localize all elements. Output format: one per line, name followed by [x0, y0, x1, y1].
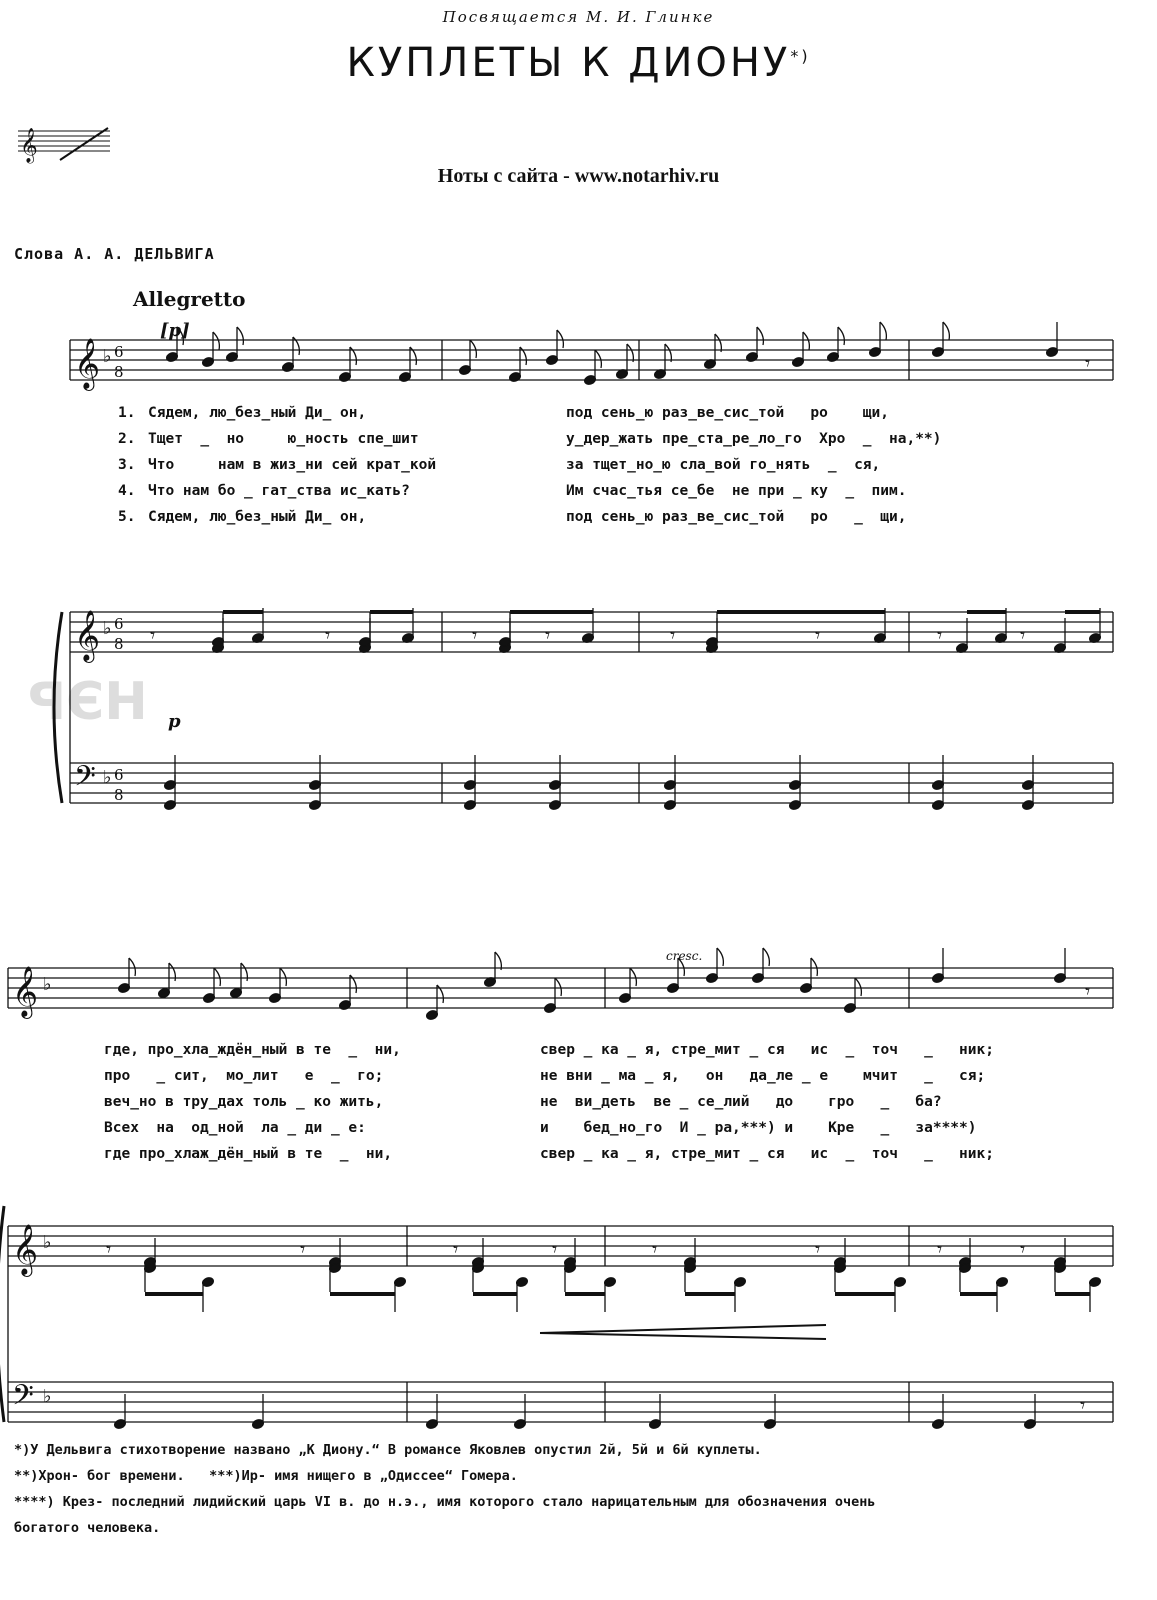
lyric-line-part-a: где про_хлаж_дён_ный в те _ ни, [104, 1146, 393, 1162]
footnote-1: *)У Дельвига стихотворение названо „К Диону.“ В романсе Яковлев опустил 2й, 5й и 6й куплеты. [14, 1442, 762, 1458]
footnote-3: ****) Крез- последний лидийский царь VI в. до н.э., имя которого стало нарицательным для обозначения очень [14, 1494, 876, 1510]
key-flat: ♭ [103, 767, 112, 788]
piano-brace [54, 612, 62, 803]
eighth-rest: 𝄾 [472, 623, 478, 647]
eighth-rest: 𝄾 [815, 1237, 821, 1261]
svg-text:𝄞: 𝄞 [20, 128, 38, 163]
note-flag [557, 330, 563, 348]
eighth-rest: 𝄾 [150, 623, 156, 647]
lyric-line-part-a: Тщет _ но ю_ность спе_шит [148, 431, 419, 447]
eighth-rest: 𝄾 [937, 1237, 943, 1261]
verse-number: 2. [118, 431, 136, 447]
note-flag [280, 968, 286, 986]
cresc-hairpin-top [540, 1325, 826, 1333]
key-flat: ♭ [103, 618, 112, 639]
note-flag [880, 322, 886, 340]
eighth-rest: 𝄾 [937, 623, 943, 647]
lyric-line-part-b: Им счас_тья се_бе не при _ ку _ пим. [566, 483, 907, 499]
lyric-line-part-b: под сень_ю раз_ве_сис_той ро щи, [566, 405, 890, 421]
cresc-marking: cresc. [666, 949, 703, 963]
note-flag [213, 332, 219, 350]
lyric-line-part-a: Что нам бо _ гат_ства ис_кать? [148, 483, 410, 499]
note-flag [495, 952, 501, 970]
note-flag [838, 327, 844, 345]
piano-brace [0, 1206, 4, 1422]
eighth-rest: 𝄾 [670, 623, 676, 647]
note-flag [811, 958, 817, 976]
lyric-line-part-b: у_дер_жать пре_ста_ре_ло_го Хро _ на,**) [566, 431, 942, 447]
lyric-line-part-a: где, про_хла_ждён_ный в те _ ни, [104, 1042, 401, 1058]
lyric-line-part-b: и бед_но_го И _ ра,***) и Кре _ за****) [540, 1120, 977, 1136]
lyricist-credit: Слова А. А. ДЕЛЬВИГА [14, 245, 215, 263]
eighth-rest: 𝄾 [652, 1237, 658, 1261]
time-sig-bottom: 8 [114, 363, 124, 381]
tempo-marking: Allegretto [133, 287, 246, 311]
bass-clef: 𝄢 [12, 1379, 34, 1419]
time-sig-top: 6 [114, 343, 124, 361]
eighth-rest: 𝄾 [1080, 1393, 1086, 1417]
lyric-line-part-a: веч_но в тру_дах толь _ ко жить, [104, 1094, 384, 1110]
note-flag [470, 340, 476, 358]
key-flat: ♭ [43, 974, 52, 995]
treble-clef: 𝄞 [12, 966, 39, 1017]
time-sig-bottom: 8 [114, 635, 124, 653]
note-flag [237, 327, 243, 345]
verse-number: 3. [118, 457, 136, 473]
source-note: Ноты с сайта - www.notarhiv.ru [437, 165, 720, 187]
cresc-hairpin-bottom [540, 1333, 826, 1339]
lyric-line-part-a: Всех на од_ной ла _ ди _ е: [104, 1120, 366, 1136]
verse-number: 5. [118, 509, 136, 525]
note-flag [803, 332, 809, 350]
voice-dynamic: [p] [160, 320, 190, 341]
eighth-rest: 𝄾 [1085, 351, 1091, 375]
lyric-line-part-b: не ви_деть ве _ се_лий до гро _ ба? [540, 1094, 942, 1110]
eighth-rest: 𝄾 [453, 1237, 459, 1261]
note-flag [757, 327, 763, 345]
lyric-line-part-b: свер _ ка _ я, стре_мит _ ся ис _ точ _ ник; [540, 1146, 994, 1162]
key-flat: ♭ [103, 346, 112, 367]
note-flag [595, 350, 601, 368]
eighth-rest: 𝄾 [1085, 979, 1091, 1003]
eighth-rest: 𝄾 [325, 623, 331, 647]
treble-clef: 𝄞 [74, 610, 101, 661]
note-flag [665, 344, 671, 362]
note-flag [763, 948, 769, 966]
eighth-rest: 𝄾 [815, 623, 821, 647]
note-flag [555, 978, 561, 996]
time-sig-bottom: 8 [114, 786, 124, 804]
piano-dynamic: p [168, 711, 181, 732]
bass-clef: 𝄢 [74, 760, 96, 800]
time-sig-top: 6 [114, 766, 124, 784]
treble-clef: 𝄞 [74, 338, 101, 389]
key-flat: ♭ [43, 1232, 52, 1253]
treble-clef: 𝄞 [12, 1224, 39, 1275]
lyric-line-part-a: Сядем, лю_без_ный Ди_ он, [148, 405, 367, 421]
time-sig-top: 6 [114, 615, 124, 633]
eighth-rest: 𝄾 [545, 623, 551, 647]
note-flag [943, 322, 949, 340]
incipit-staff [18, 128, 110, 164]
eighth-rest: 𝄾 [106, 1237, 112, 1261]
note-flag [627, 344, 633, 362]
note-flag [855, 978, 861, 996]
verse-number: 4. [118, 483, 136, 499]
lyric-line-part-b: под сень_ю раз_ве_сис_той ро _ щи, [566, 509, 907, 525]
key-flat: ♭ [43, 1386, 52, 1407]
eighth-rest: 𝄾 [552, 1237, 558, 1261]
lyric-line-part-a: Сядем, лю_без_ный Ди_ он, [148, 509, 367, 525]
note-flag [630, 968, 636, 986]
eighth-rest: 𝄾 [1020, 623, 1026, 647]
lyric-line-part-b: не вни _ ма _ я, он да_ле _ е мчит _ ся; [540, 1068, 986, 1084]
lyric-line-part-b: свер _ ка _ я, стре_мит _ ся ис _ точ _ ник; [540, 1042, 994, 1058]
note-flag [715, 334, 721, 352]
dedication: Посвящается М. И. Глинке [442, 8, 715, 26]
eighth-rest: 𝄾 [300, 1237, 306, 1261]
verse-number: 1. [118, 405, 136, 421]
watermark-logo: НЭР [28, 672, 148, 732]
note-flag [717, 948, 723, 966]
eighth-rest: 𝄾 [1020, 1237, 1026, 1261]
note-flag [214, 968, 220, 986]
lyric-line-part-a: про _ сит, мо_лит е _ го; [104, 1068, 384, 1084]
title-footnote-mark: *) [790, 46, 811, 66]
system-2 [0, 948, 1113, 1430]
lyric-line-part-b: за тщет_но_ю сла_вой го_нять _ ся, [566, 457, 881, 473]
lyric-line-part-a: Что нам в жиз_ни сей крат_кой [148, 457, 437, 473]
system-1 [54, 322, 1113, 811]
footnote-2: **)Хрон- бог времени. ***)Ир- имя нищего в „Одиссее“ Гомера. [14, 1468, 518, 1484]
note-flag [129, 958, 135, 976]
title-text: КУПЛЕТЫ К ДИОНУ [346, 40, 791, 86]
footnote-4: богатого человека. [14, 1520, 161, 1536]
